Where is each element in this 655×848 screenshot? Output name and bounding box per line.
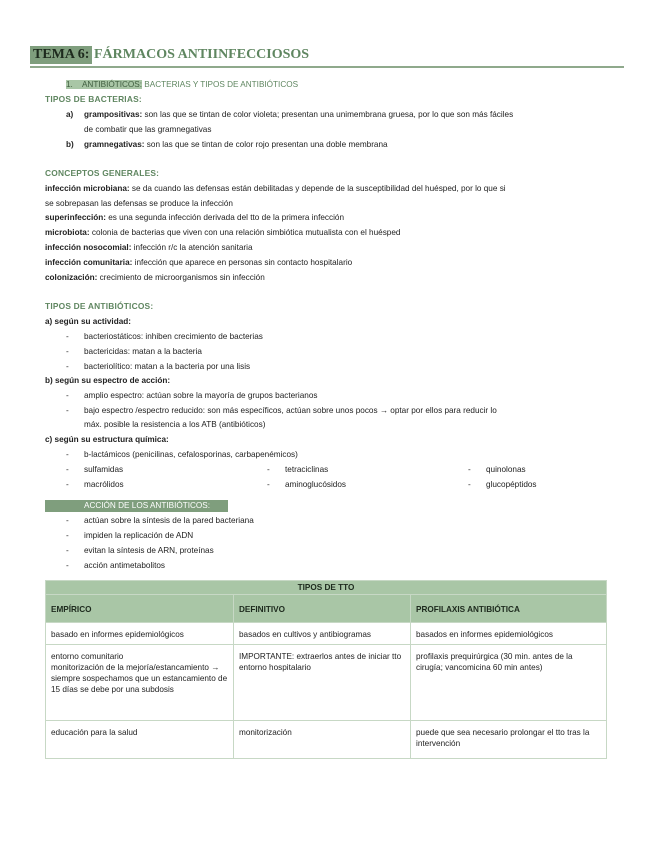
column-header-profilaxis: PROFILAXIS ANTIBIÓTICA <box>411 595 607 623</box>
list-item: - <box>66 406 69 415</box>
list-item-text: tetraciclinas <box>285 465 329 474</box>
concept-item: infección microbiana: se da cuando las defensas están debilitadas y depende de la susceptibilidad del huésped, por lo que si <box>45 184 506 193</box>
list-item-text: acción antimetabolitos <box>84 561 166 570</box>
bacteria-a-cont: de combatir que las gramnegativas <box>84 125 212 134</box>
table-caption: TIPOS DE TTO <box>46 581 607 595</box>
term: grampositivas: <box>84 110 143 119</box>
section-heading-antibioticos <box>66 79 298 90</box>
list-item-cont: máx. posible la resistencia a los ATB (antibióticos) <box>84 420 266 429</box>
list-marker: b) <box>66 140 74 149</box>
list-item: - <box>66 332 69 341</box>
table-row <box>46 623 607 645</box>
definition: son las que se tintan de color violeta; presentan una unimembrana gruesa, por lo que son más fáciles <box>142 110 514 119</box>
table-row <box>46 721 607 759</box>
list-item: - <box>66 450 69 459</box>
concept-item: microbiota: colonia de bacterias que viven con una relación simbiótica mutualista con el huésped <box>45 228 401 237</box>
bacteria-a-text <box>84 109 513 120</box>
column-header-definitivo: DEFINITIVO <box>234 595 411 623</box>
title-text: FÁRMACOS ANTIINFECCIOSOS <box>94 47 310 62</box>
list-item-text: glucopéptidos <box>486 480 537 489</box>
list-item: - <box>468 480 471 489</box>
list-item-text: b-lactámicos (penicilinas, cefalosporinas, carbapenémicos) <box>84 450 298 459</box>
list-item: - <box>66 546 69 555</box>
list-item-text: bajo espectro /espectro reducido: son más específicos, actúan sobre unos pocos → optar por ellos para reducir lo <box>84 406 497 415</box>
definition: son las que se tintan de color rojo presentan una doble membrana <box>144 140 388 149</box>
table-cell: monitorización <box>234 721 411 759</box>
list-item: - <box>66 531 69 540</box>
actividad-heading: a) según su actividad: <box>45 317 131 326</box>
tipos-antibioticos-heading: TIPOS DE ANTIBIÓTICOS: <box>45 301 154 311</box>
table-cell: basados en informes epidemiológicos <box>411 623 607 645</box>
list-item: - <box>66 465 69 474</box>
espectro-heading: b) según su espectro de acción: <box>45 376 171 385</box>
table-cell: entorno comunitario monitorización de la mejoría/estancamiento → siempre sospechamos que un estancamiento de 15 días se debe por una subdosis <box>46 645 234 721</box>
table-cell: profilaxis prequirúrgica (30 min. antes de la cirugía; vancomicina 60 min antes) <box>411 645 607 721</box>
conceptos-heading: CONCEPTOS GENERALES: <box>45 168 160 178</box>
table-row <box>46 645 607 721</box>
table-cell: puede que sea necesario prolongar el tto tras la intervención <box>411 721 607 759</box>
list-item: - <box>66 362 69 371</box>
list-item-text: macrólidos <box>84 480 124 489</box>
concept-item: infección comunitaria: infección que aparece en personas sin contacto hospitalario <box>45 258 353 267</box>
bacteria-b <box>66 139 74 150</box>
estructura-heading: c) según su estructura química: <box>45 435 169 444</box>
page-title <box>30 44 624 68</box>
list-item-text: actúan sobre la síntesis de la pared bacteriana <box>84 516 254 525</box>
accion-heading: ACCIÓN DE LOS ANTIBIÓTICOS: <box>84 501 211 510</box>
column-header-empirico: EMPÍRICO <box>46 595 234 623</box>
list-item-text: impiden la replicación de ADN <box>84 531 194 540</box>
bacteria-b-text <box>84 139 388 150</box>
list-item-text: amplio espectro: actúan sobre la mayoría de grupos bacterianos <box>84 391 318 400</box>
concept-item: superinfección: es una segunda infección derivada del tto de la primera infección <box>45 213 345 222</box>
list-item-text: bacteriolítico: matan a la bacteria por una lisis <box>84 362 251 371</box>
title-number: TEMA 6: <box>30 46 92 64</box>
tipos-bacterias-heading: TIPOS DE BACTERIAS: <box>45 94 142 104</box>
list-item-text: aminoglucósidos <box>285 480 346 489</box>
concept-item: se sobrepasan las defensas se produce la infección <box>45 199 233 208</box>
list-item: - <box>66 516 69 525</box>
list-item: - <box>66 480 69 489</box>
list-item: - <box>66 561 69 570</box>
list-item-text: sulfamidas <box>84 465 124 474</box>
table-cell: IMPORTANTE: extraerlos antes de iniciar tto entorno hospitalario <box>234 645 411 721</box>
section-number: 1. <box>66 80 73 89</box>
list-item-text: bacteriostáticos: inhiben crecimiento de bacterias <box>84 332 263 341</box>
list-item-text: evitan la síntesis de ARN, proteínas <box>84 546 214 555</box>
section-highlight: ANTIBIÓTICOS: <box>81 80 143 89</box>
table-cell: basados en cultivos y antibiogramas <box>234 623 411 645</box>
concept-item: colonización: crecimiento de microorganismos sin infección <box>45 273 265 282</box>
list-item-text: quinolonas <box>486 465 526 474</box>
table-cell: educación para la salud <box>46 721 234 759</box>
table-cell: basado en informes epidemiológicos <box>46 623 234 645</box>
bacteria-a <box>66 109 73 120</box>
section-rest: BACTERIAS Y TIPOS DE ANTIBIÓTICOS <box>142 80 299 89</box>
list-item: - <box>267 480 270 489</box>
list-item: - <box>66 347 69 356</box>
list-item-text: bactericidas: matan a la bacteria <box>84 347 202 356</box>
concept-item: infección nosocomial: infección r/c la atención sanitaria <box>45 243 253 252</box>
list-item: - <box>66 391 69 400</box>
list-item: - <box>468 465 471 474</box>
term: gramnegativas: <box>84 140 145 149</box>
list-marker: a) <box>66 110 74 119</box>
tto-table <box>45 580 607 759</box>
list-item: - <box>267 465 270 474</box>
